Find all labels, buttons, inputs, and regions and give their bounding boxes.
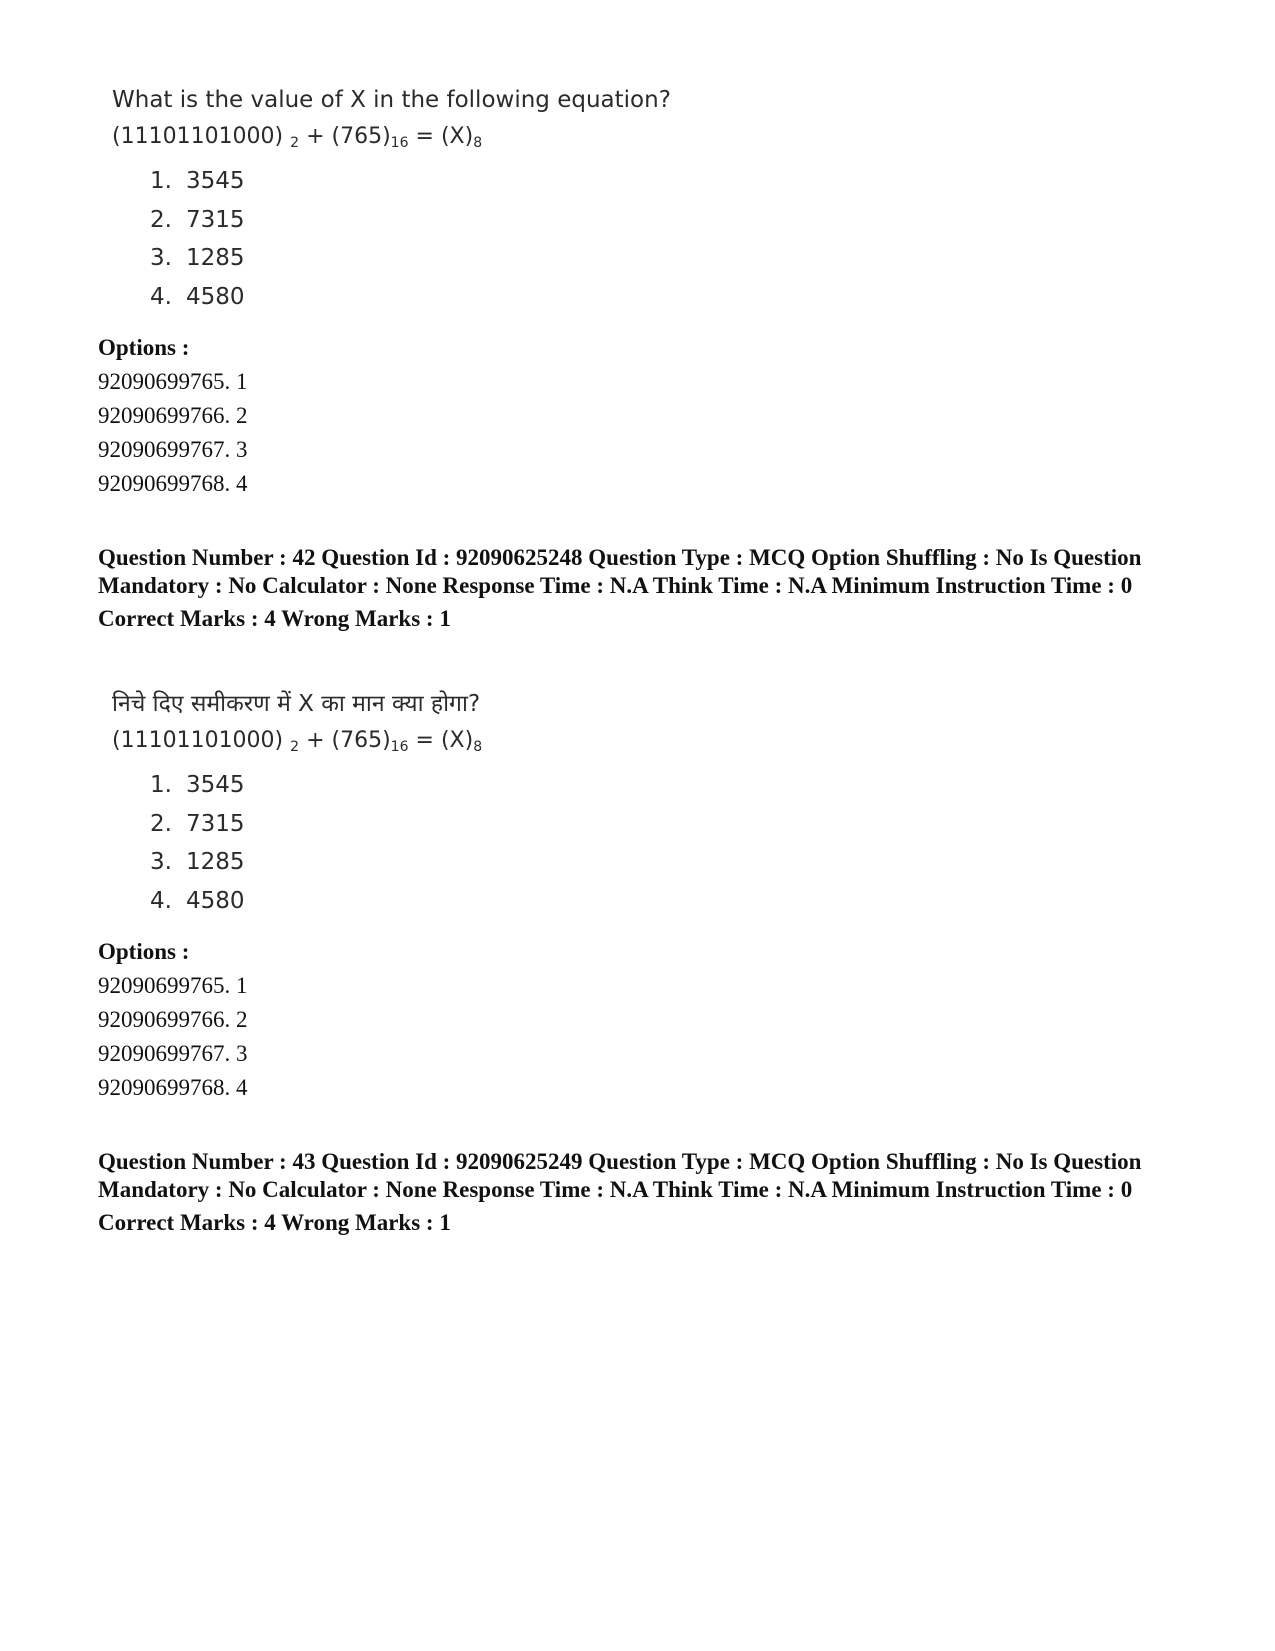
question-text: निचे दिए समीकरण में X का मान क्या होगा? (112, 691, 481, 717)
answer-choice: 4. 4580 (150, 283, 245, 310)
question-marks: Correct Marks : 4 Wrong Marks : 1 (98, 1210, 451, 1235)
option-row: 92090699768. 4 (98, 1075, 248, 1100)
options-list (98, 937, 248, 1107)
question-image-english (112, 86, 671, 321)
options-list (98, 333, 248, 503)
answer-choice: 1. 3545 (150, 168, 245, 194)
question-meta-42 (98, 544, 1188, 633)
answer-choice: 2. 7315 (150, 810, 245, 837)
question-marks: Correct Marks : 4 Wrong Marks : 1 (98, 606, 451, 631)
option-row: 92090699766. 2 (98, 1007, 248, 1032)
option-row: 92090699767. 3 (98, 1041, 248, 1066)
answer-choice: 4. 4580 (150, 887, 245, 914)
question-text: What is the value of X in the following equation? (112, 87, 671, 113)
option-row: 92090699767. 3 (98, 437, 248, 462)
answer-choice: 1. 3545 (150, 772, 245, 798)
question-meta-43 (98, 1148, 1188, 1237)
answer-choice: 2. 7315 (150, 206, 245, 233)
question-equation: (11101101000) $_2 + (765)_{16} = (X)_8$ (112, 124, 483, 151)
option-row: 92090699768. 4 (98, 471, 248, 496)
answer-choices (112, 771, 482, 925)
options-heading: Options : (98, 939, 190, 964)
question-details: Question Number : 43 Question Id : 92090625249 Question Type : MCQ Option Shuffling : No Is Question Mandatory : No Calculator : None Response Time : N.A Think Time : N.A Minimum Instruction Time : 0 (98, 1149, 1142, 1202)
options-heading: Options : (98, 335, 190, 360)
question-image-hindi (112, 690, 482, 925)
option-row: 92090699766. 2 (98, 403, 248, 428)
option-row: 92090699765. 1 (98, 369, 248, 394)
question-equation: (11101101000) $_2 + (765)_{16} = (X)_8$ (112, 728, 483, 755)
question-details: Question Number : 42 Question Id : 92090625248 Question Type : MCQ Option Shuffling : No Is Question Mandatory : No Calculator : None Response Time : N.A Think Time : N.A Minimum Instruction Time : 0 (98, 545, 1142, 598)
answer-choice: 3. 1285 (150, 849, 245, 875)
answer-choices (112, 167, 671, 321)
option-row: 92090699765. 1 (98, 973, 248, 998)
answer-choice: 3. 1285 (150, 245, 245, 271)
